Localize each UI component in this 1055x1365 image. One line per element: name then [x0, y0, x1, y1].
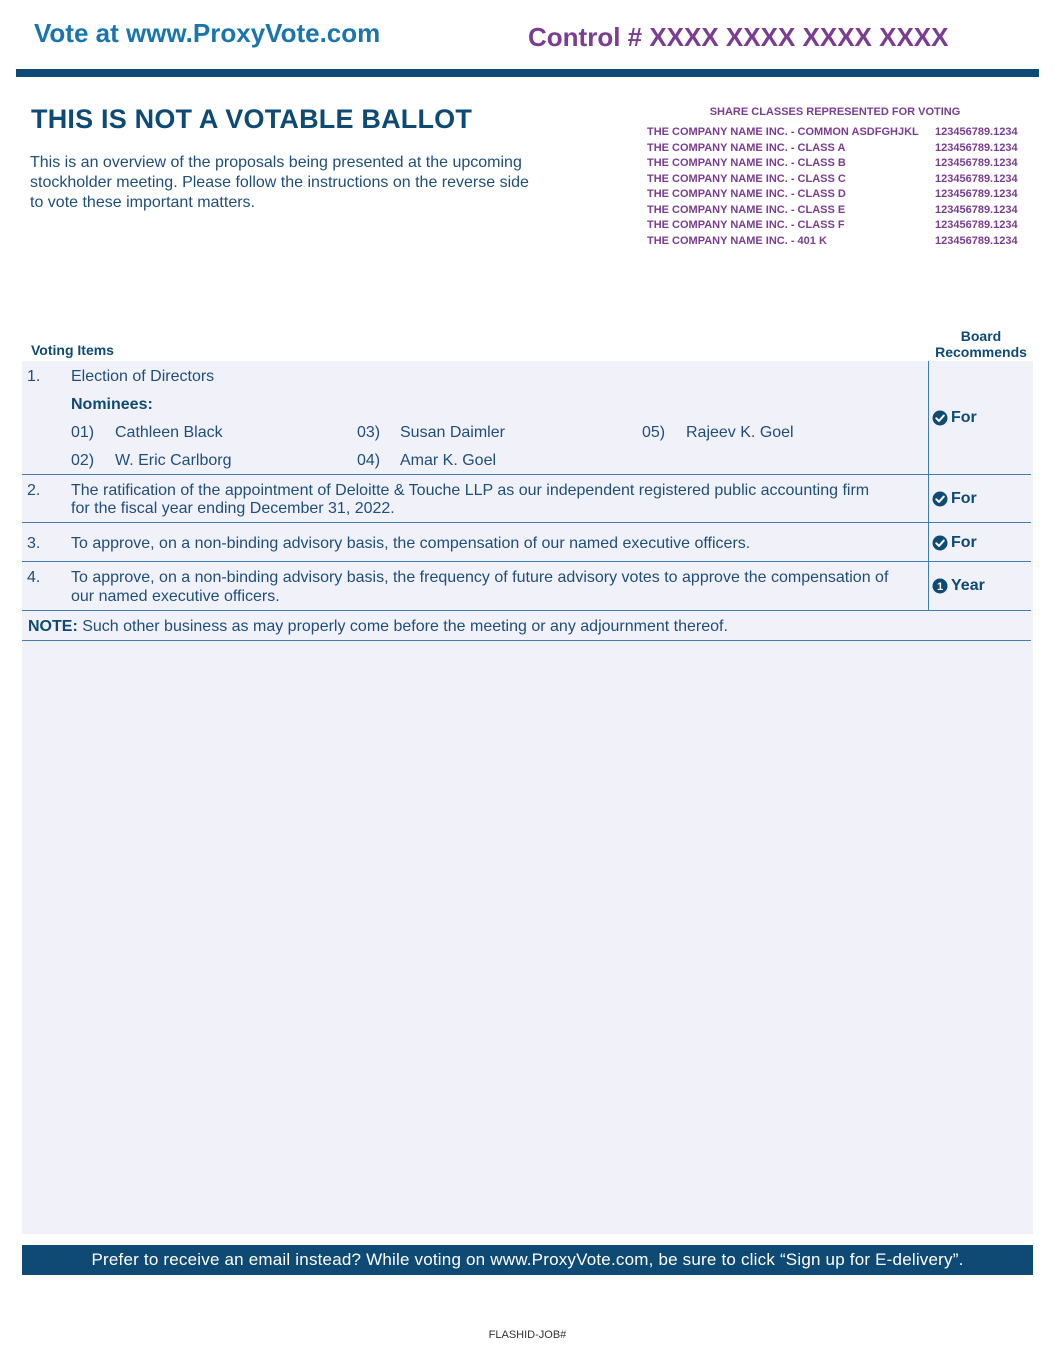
control-number: Control # XXXX XXXX XXXX XXXX	[528, 22, 949, 52]
share-class-amount: 123456789.1234	[935, 172, 1018, 185]
note-label: NOTE:	[28, 618, 78, 635]
one-badge-text: 1	[936, 581, 944, 593]
share-class-row	[647, 172, 1027, 188]
column-divider	[928, 361, 929, 610]
share-class-row	[647, 187, 1027, 203]
check-circle-icon	[932, 491, 948, 507]
share-classes-title: SHARE CLASSES REPRESENTED FOR VOTING	[709, 106, 961, 118]
nominee-number: 02)	[71, 452, 95, 469]
item-number: 3.	[27, 535, 41, 552]
item-text: Election of Directors	[71, 368, 215, 385]
board-recommendation	[932, 490, 977, 508]
share-class-name: THE COMPANY NAME INC. - COMMON ASDFGHJKL	[647, 126, 919, 138]
share-class-name: THE COMPANY NAME INC. - CLASS A	[647, 141, 846, 154]
note-line	[28, 617, 728, 636]
share-class-name: THE COMPANY NAME INC. - CLASS C	[647, 172, 846, 185]
share-class-name: THE COMPANY NAME INC. - CLASS E	[647, 203, 846, 216]
board-recommends-header	[930, 328, 1032, 360]
e-delivery-banner: Prefer to receive an email instead? While voting on www.ProxyVote.com, be sure to click “Sign up for E-delivery”.	[22, 1245, 1033, 1275]
share-class-row	[647, 156, 1027, 172]
recommendation-text: For	[951, 409, 977, 426]
check-circle-icon	[932, 410, 948, 426]
share-class-row	[647, 218, 1027, 234]
row-divider	[22, 474, 1031, 475]
board-header-line1: Board	[960, 328, 1002, 344]
intro-paragraph: This is an overview of the proposals being presented at the upcoming stockholder meeting. Please follow the instructions on the reverse side to vote these important matters.	[30, 154, 529, 211]
share-class-amount: 123456789.1234	[935, 157, 1018, 169]
voting-items-header: Voting Items	[31, 342, 114, 358]
item-text-line: our named executive officers.	[71, 588, 280, 605]
page-title: THIS IS NOT A VOTABLE BALLOT	[31, 104, 473, 134]
nominees-label: Nominees:	[71, 396, 153, 413]
share-class-amount: 123456789.1234	[935, 188, 1018, 200]
one-circle-icon	[932, 578, 948, 594]
nominee-number: 03)	[357, 424, 381, 441]
row-divider	[22, 640, 1031, 641]
board-recommendation	[932, 534, 977, 552]
share-class-row	[647, 141, 1027, 157]
share-class-amount: 123456789.1234	[935, 203, 1018, 216]
nominee-name: W. Eric Carlborg	[115, 452, 232, 469]
nominee-name: Amar K. Goel	[400, 452, 497, 469]
job-identifier: FLASHID-JOB#	[488, 1329, 567, 1341]
share-class-row	[647, 203, 1027, 219]
nominee-number: 01)	[71, 424, 95, 441]
note-text: Such other business as may properly come before the meeting or any adjournment thereof.	[77, 618, 728, 635]
share-class-amount: 123456789.1234	[935, 234, 1018, 247]
vote-url-heading: Vote at www.ProxyVote.com	[34, 18, 381, 48]
board-recommendation	[932, 409, 977, 427]
item-text-line: for the fiscal year ending December 31, 2022.	[71, 500, 395, 517]
nominee-number: 04)	[357, 452, 381, 469]
share-class-row	[647, 125, 1027, 141]
recommendation-text: For	[951, 534, 977, 551]
row-divider	[22, 561, 1031, 562]
recommendation-text: For	[951, 490, 977, 507]
item-number: 2.	[27, 482, 41, 499]
share-class-amount: 123456789.1234	[935, 141, 1018, 154]
item-number: 4.	[27, 569, 41, 586]
nominee-name: Susan Daimler	[400, 424, 505, 441]
share-class-name: THE COMPANY NAME INC. - CLASS F	[647, 219, 845, 231]
item-text-line: To approve, on a non-binding advisory basis, the frequency of future advisory votes to approve the compensation of	[71, 569, 889, 586]
item-text-line: The ratification of the appointment of Deloitte & Touche LLP as our independent registered public accounting firm	[71, 482, 870, 499]
share-class-name: THE COMPANY NAME INC. - CLASS B	[647, 157, 846, 169]
nominee-name: Rajeev K. Goel	[686, 424, 794, 441]
nominee-name: Cathleen Black	[115, 424, 223, 441]
share-class-name: THE COMPANY NAME INC. - 401 K	[647, 234, 827, 247]
share-classes-list	[647, 125, 1027, 249]
item-number: 1.	[27, 368, 41, 385]
nominee-number: 05)	[642, 424, 666, 441]
share-class-row	[647, 234, 1027, 250]
header-divider	[16, 69, 1039, 77]
item-text-line: To approve, on a non-binding advisory basis, the compensation of our named executive officers.	[71, 535, 751, 552]
row-divider	[22, 610, 1031, 611]
row-divider	[22, 522, 1031, 523]
share-class-amount: 123456789.1234	[935, 126, 1018, 138]
board-recommendation	[932, 577, 985, 595]
share-class-amount: 123456789.1234	[935, 219, 1018, 231]
recommendation-text: Year	[951, 577, 985, 594]
check-circle-icon	[932, 535, 948, 551]
board-header-line2: Recommends	[935, 344, 1027, 360]
share-class-name: THE COMPANY NAME INC. - CLASS D	[647, 188, 846, 200]
